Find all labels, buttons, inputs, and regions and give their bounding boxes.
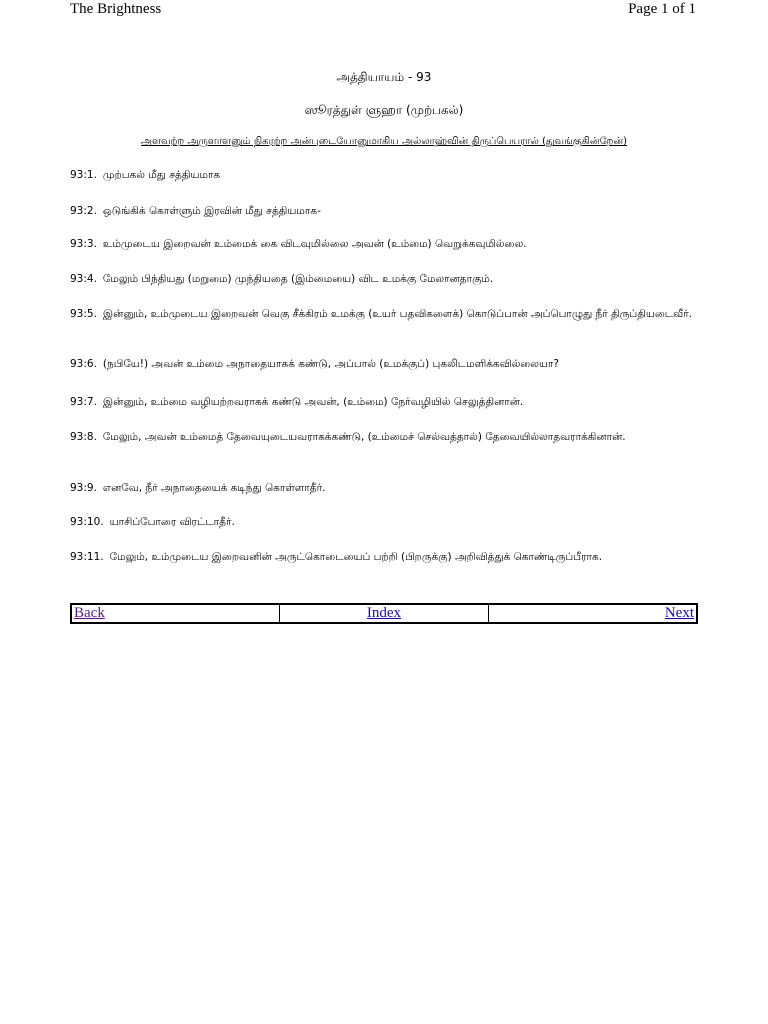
back-link[interactable]: Back xyxy=(74,605,105,621)
verse-number: 93:11. xyxy=(70,551,104,563)
verse-text: மேலும், உம்முடைய இறைவனின் அருட்கொடையைப் பற்றி (பிறருக்கு) அறிவித்துக் கொண்டிருப்பீராக. xyxy=(109,551,603,563)
verse-2 xyxy=(70,204,321,219)
verse-text: உம்முடைய இறைவன் உம்மைக் கை விடவுமில்லை அவன் (உம்மை) வெறுக்கவுமில்லை. xyxy=(102,238,527,250)
page-number: Page 1 of 1 xyxy=(628,1,696,17)
verse-11 xyxy=(70,550,602,565)
verse-text: இன்னும், உம்மை வழியற்றவராகக் கண்டு அவன், (உம்மை) நேர்வழியில் செலுத்தினான். xyxy=(102,396,524,408)
verse-number: 93:9. xyxy=(70,482,97,494)
verse-4 xyxy=(70,272,493,287)
print-header xyxy=(70,0,696,18)
verse-8 xyxy=(70,430,626,445)
verse-number: 93:2. xyxy=(70,205,97,217)
index-link[interactable]: Index xyxy=(366,605,402,621)
verse-number: 93:4. xyxy=(70,273,97,285)
next-link[interactable]: Next xyxy=(664,605,694,621)
verse-number: 93:6. xyxy=(70,358,97,370)
verse-1 xyxy=(70,168,220,183)
nav-cell-index xyxy=(280,604,489,623)
verse-text: (நபியே!) அவன் உம்மை அநாதையாகக் கண்டு, அப்பால் (உமக்குப்) புகலிடமளிக்கவில்லையா? xyxy=(102,358,560,370)
nav-cell-next xyxy=(488,604,697,623)
verse-text: இன்னும், உம்முடைய இறைவன் வெகு சீக்கிரம் உமக்கு (உயர் பதவிகளைக்) கொடுப்பான் அப்பொழுது நீர் திருப்தியடைவீர். xyxy=(102,308,693,320)
verse-text: ஒடுங்கிக் கொள்ளும் இரவின் மீது சத்தியமாக- xyxy=(102,205,321,217)
nav-cell-back xyxy=(71,604,280,623)
chapter-title: அத்தியாயம் - 93 xyxy=(336,70,432,84)
verse-number: 93:8. xyxy=(70,431,97,443)
verse-text: மேலும், அவன் உம்மைத் தேவையுடையவராகக்கண்டு, (உம்மைச் செல்வத்தால்) தேவையில்லாதவராக்கினான். xyxy=(102,431,626,443)
verse-number: 93:5. xyxy=(70,308,97,320)
verse-number: 93:1. xyxy=(70,169,97,181)
verse-10 xyxy=(70,515,235,530)
verse-number: 93:3. xyxy=(70,238,97,250)
verse-number: 93:10. xyxy=(70,516,104,528)
verse-5 xyxy=(70,307,692,322)
verse-7 xyxy=(70,395,523,410)
verse-text: மேலும் பிந்தியது (மறுமை) முந்தியதை (இம்மையை) விட உமக்கு மேலானதாகும். xyxy=(102,273,494,285)
verse-text: யாசிப்போரை விரட்டாதீர். xyxy=(109,516,235,528)
bismillah-line: அளவற்ற அருளாளனும் நிகரற்ற அன்புடையோனுமாகிய அல்லாஹ்வின் திருப்பெயரால் (துவங்குகின்றேன்) xyxy=(140,136,628,147)
verse-text: எனவே, நீர் அநாதையைக் கடிந்து கொள்ளாதீர். xyxy=(102,482,326,494)
document-title: The Brightness xyxy=(70,1,162,17)
verse-6 xyxy=(70,357,559,372)
verse-9 xyxy=(70,481,325,496)
surah-title: ஸூரத்துள் ளுஹா (முற்பகல்) xyxy=(304,103,464,117)
verse-text: முற்பகல் மீது சத்தியமாக xyxy=(102,169,221,181)
navigation-bar xyxy=(70,603,698,624)
verse-3 xyxy=(70,237,527,252)
verse-number: 93:7. xyxy=(70,396,97,408)
